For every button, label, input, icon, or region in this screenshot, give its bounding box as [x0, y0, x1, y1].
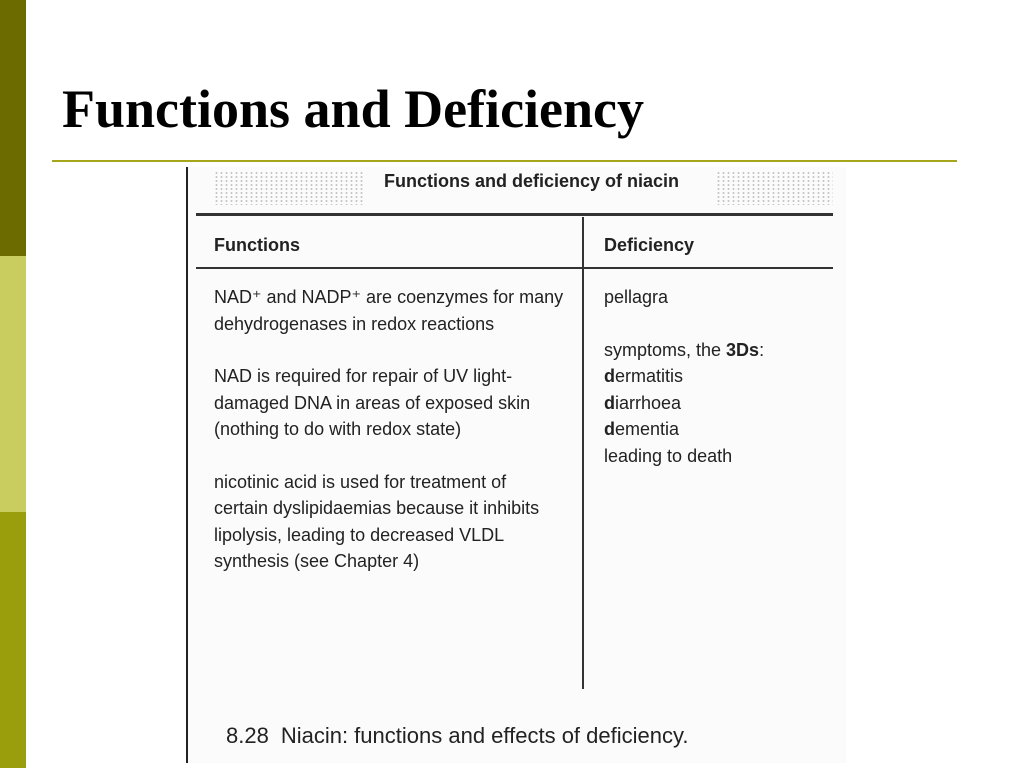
accent-bar-top [0, 0, 26, 256]
figure-number: 8.28 [226, 723, 269, 748]
table-title-bar [196, 167, 833, 215]
symptom-item: diarrhoea [604, 392, 682, 413]
deficiency-list [604, 284, 834, 469]
header-rule [196, 267, 833, 269]
figure-caption-text: Niacin: functions and effects of deficiency. [280, 723, 689, 748]
table-title: Functions and deficiency of niacin [380, 171, 683, 192]
scanned-figure [186, 167, 846, 763]
table-title-rule [196, 213, 833, 216]
accent-bar-bottom [0, 512, 26, 768]
accent-bar-middle [0, 256, 26, 512]
symptoms-intro: symptoms, the 3Ds: [604, 339, 765, 360]
symptom-item: dermatitis [604, 366, 684, 386]
figure-left-edge [186, 167, 188, 763]
deficiency-header: Deficiency [604, 235, 695, 255]
deficiency-outcome: leading to death [604, 445, 733, 466]
function-item: NAD is required for repair of UV light-damaged DNA in areas of exposed skin (nothing to do with redox state) [214, 366, 531, 439]
function-item: NAD⁺ and NADP⁺ are coenzymes for many dehydrogenases in redox reactions [214, 287, 564, 334]
deficiency-disease: pellagra [604, 287, 669, 307]
title-divider [52, 160, 957, 162]
halftone-pattern-left [214, 171, 364, 205]
slide-title: Functions and Deficiency [62, 79, 645, 139]
functions-header: Functions [214, 235, 300, 255]
function-item: nicotinic acid is used for treatment of certain dyslipidaemias because it inhibits lipolysis, leading to decreased VLDL synthesis (see Chapter 4) [214, 471, 540, 571]
figure-caption [226, 723, 688, 749]
halftone-pattern-right [716, 171, 833, 205]
symptom-item: dementia [604, 419, 680, 439]
functions-list [214, 284, 564, 601]
column-divider [582, 217, 584, 689]
